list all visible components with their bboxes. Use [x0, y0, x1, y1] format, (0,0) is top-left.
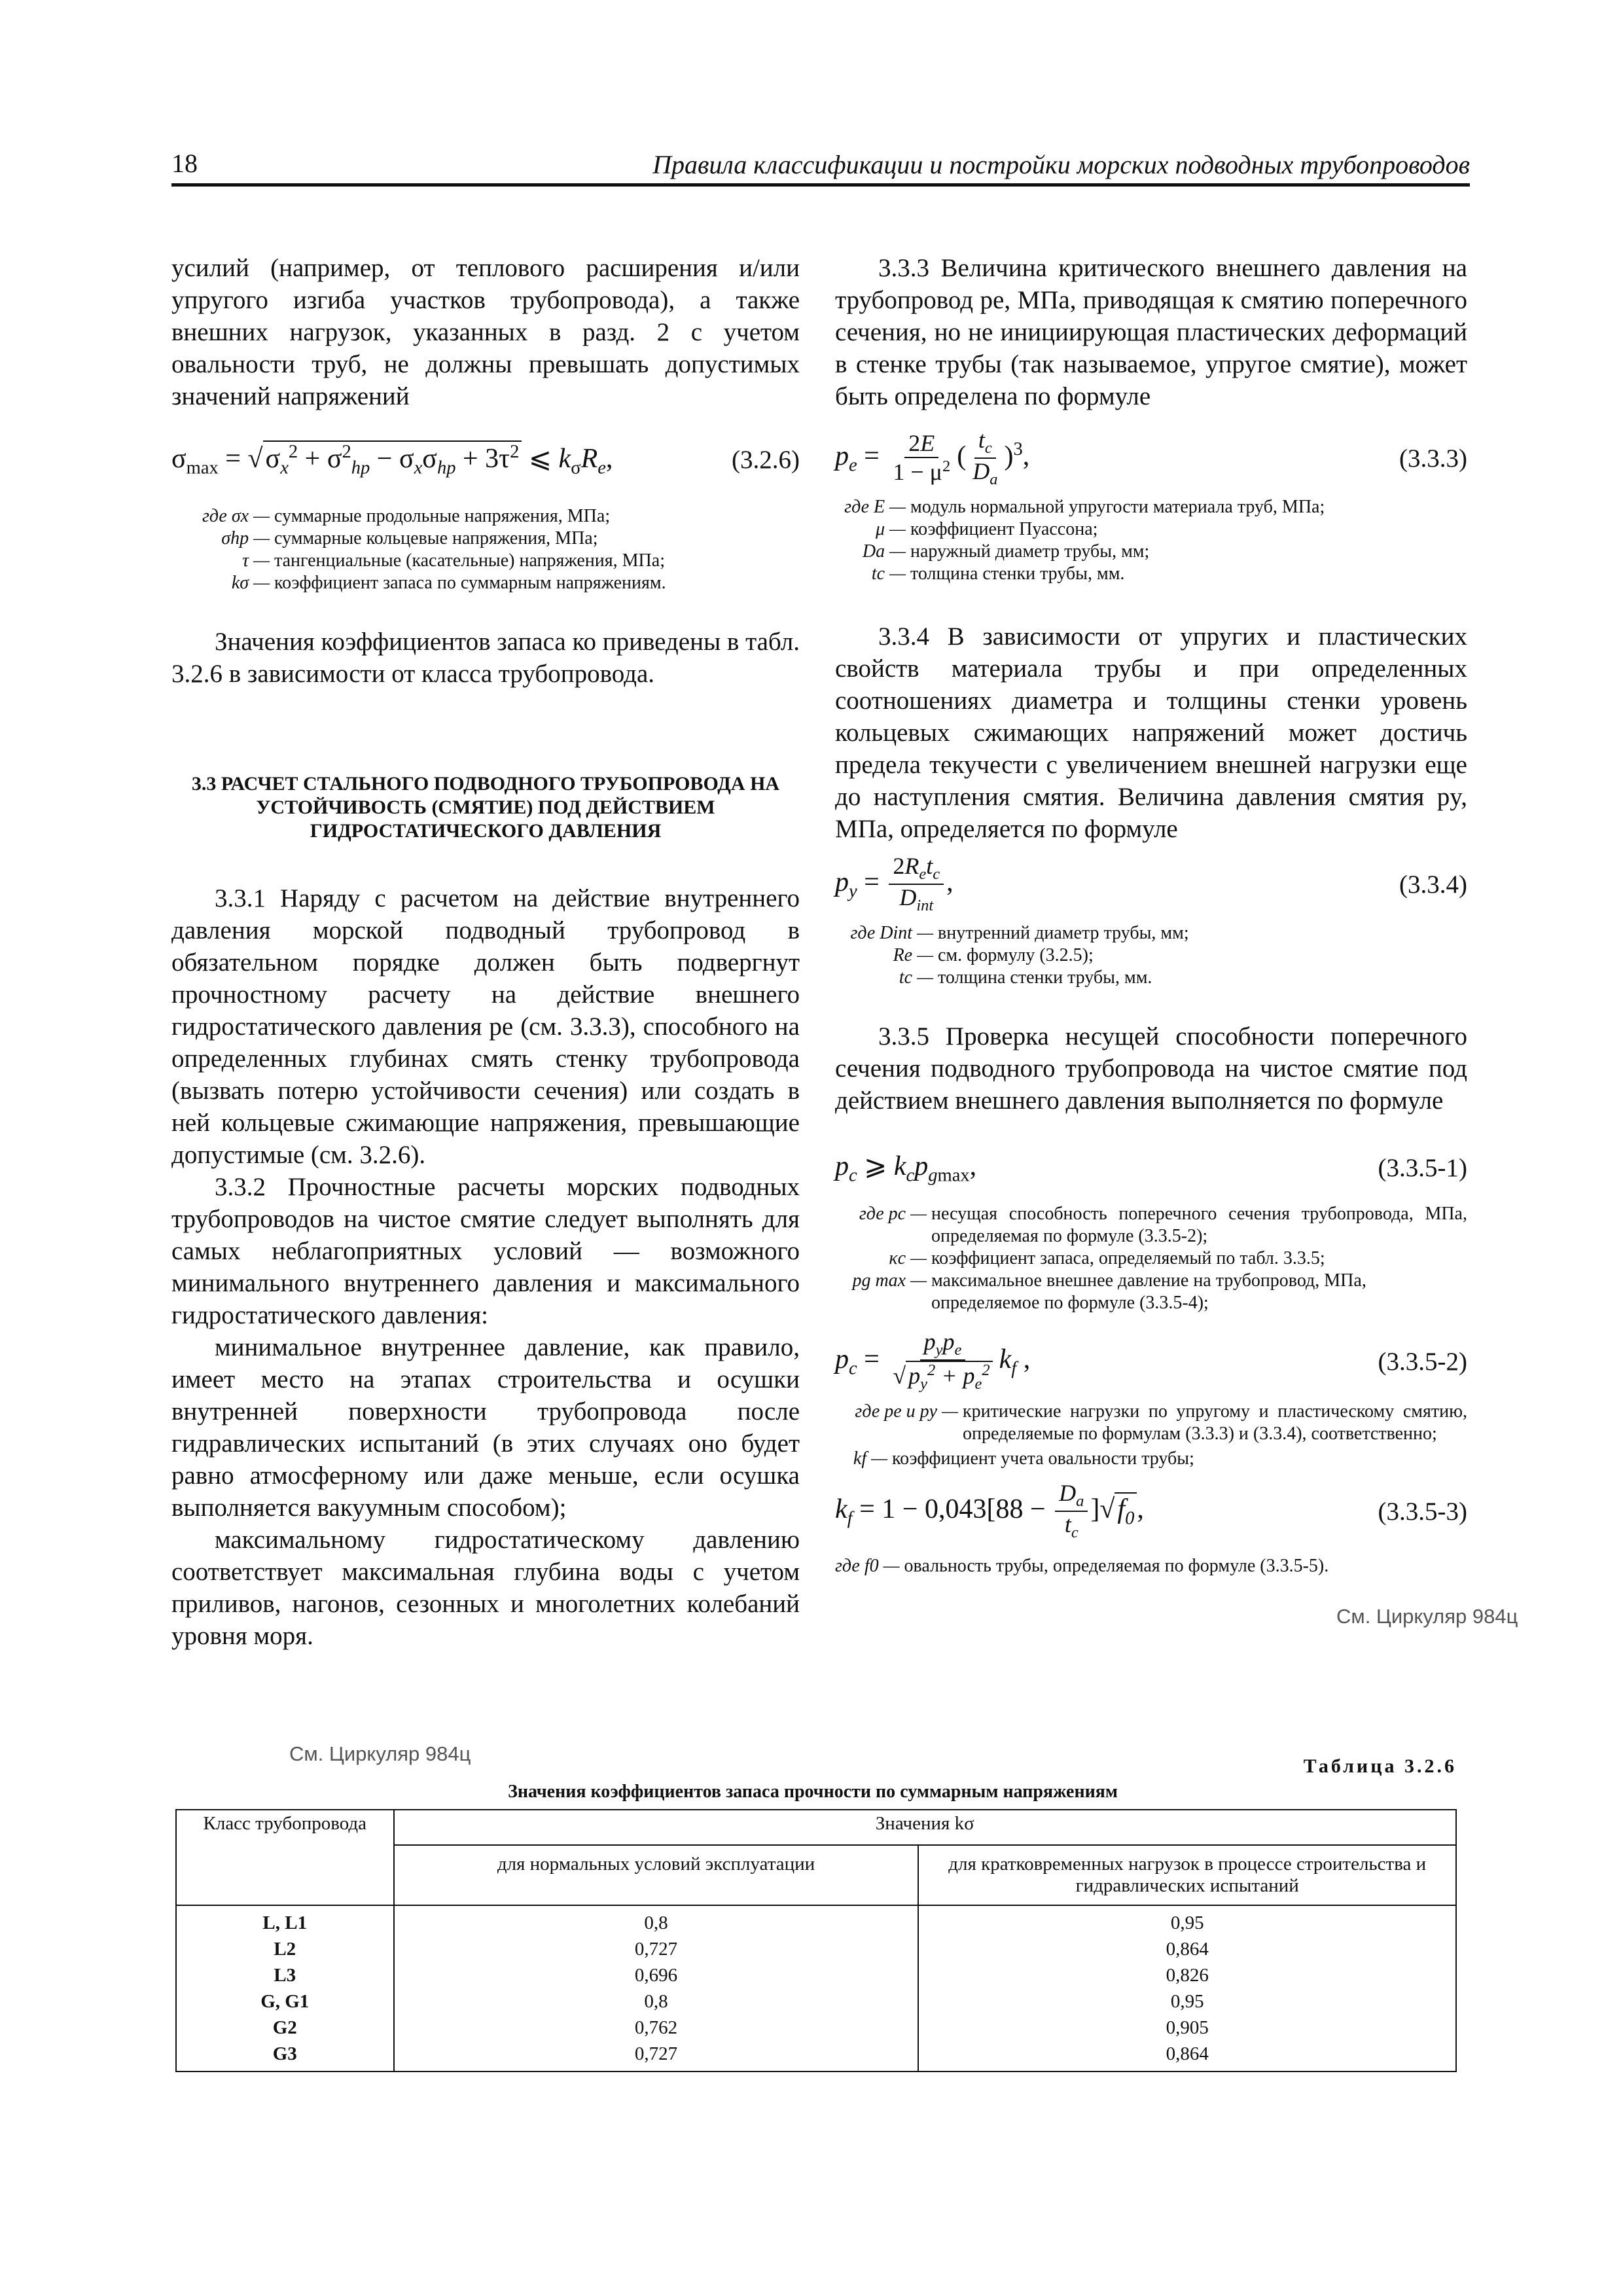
equation-3-3-3 — [835, 428, 1467, 488]
where-row — [835, 1270, 1467, 1314]
where-symbol: tc — — [899, 967, 933, 988]
where-row — [835, 518, 1467, 541]
equation-3-3-5-1 — [835, 1149, 1467, 1186]
equation-3-3-3-number: (3.3.3) — [1399, 444, 1467, 473]
where-3-3-3 — [835, 496, 1467, 585]
table-cell-short: 0,95 0,864 0,826 0,95 0,905 0,864 — [918, 1905, 1456, 2072]
table-body-row — [176, 1905, 1456, 2072]
where-row — [835, 1247, 1467, 1270]
equation-3-2-6-formula: $\sigma_{max} = √\sigma_x^2 + \sigma^2_{hp} - \sigma_x\sigma_{hp} + 3\tau^2$ ⩽ $k_\sigma R_e$, — [171, 441, 613, 478]
paragraph-3-3-5: 3.3.5 Проверка несущей способности поперечного сечения подводного трубопровода на чистое смятие под действием внешнего давления выполняется по формуле — [835, 1022, 1467, 1115]
where-row — [835, 1448, 1467, 1470]
where-row — [835, 1401, 1467, 1445]
where-3-3-5-3 — [835, 1555, 1467, 1577]
paragraph-3-3-2: 3.3.2 Прочностные расчеты морских подводных трубопроводов на чистое смятие следует выполнять для самых неблагоприятных условий — возможного минимального внутреннего давления и максимального гидростатического давления: — [171, 1173, 800, 1329]
where-3-2-6 — [171, 505, 800, 594]
equation-3-3-5-2-formula: $p_c$ = $\frac{p_yp_e}{√ p_y^2 + p_e^2}$ $k_f$ , — [835, 1328, 1031, 1393]
where-text: коэффициент Пуассона; — [910, 519, 1098, 539]
where-text: см. формулу (3.2.5); — [938, 945, 1094, 965]
paragraph-min-pressure: минимальное внутреннее давление, как правило, имеет место на этапах строительства и осушки внутренней поверхности трубопровода после гидравлических испытаний (в этих случаях оно будет равно атмосферному или даже меньше, если осушка выполняется вакуумным способом); — [171, 1333, 800, 1522]
where-symbol: pg max — — [852, 1270, 927, 1291]
where-text: наружный диаметр трубы, мм; — [910, 541, 1150, 562]
paragraph-max-pressure: максимальному гидростатическому давлению соответствует максимальная глубина воды с учетом приливов, нагонов, сезонных и многолетних колебаний уровня моря. — [171, 1526, 800, 1650]
where-text: коэффициент запаса по суммарным напряжениям. — [274, 573, 666, 593]
coefficient-table — [175, 1809, 1457, 2072]
where-symbol: где E — — [844, 497, 906, 517]
equation-3-3-4 — [835, 854, 1467, 914]
where-row — [171, 505, 800, 528]
where-row — [171, 572, 800, 594]
table-label: Таблица 3.2.6 — [1303, 1755, 1457, 1777]
header-normal: для нормальных условий эксплуатации — [394, 1845, 919, 1905]
where-row — [171, 528, 800, 550]
where-row — [171, 550, 800, 572]
where-3-3-5-2 — [835, 1401, 1467, 1470]
where-symbol: κc — — [889, 1248, 927, 1268]
circular-note-right[interactable]: См. Циркуляр 984ц — [1336, 1605, 1518, 1628]
where-symbol: где f0 — — [835, 1556, 900, 1576]
where-3-3-5-1 — [835, 1203, 1467, 1314]
equation-3-2-6 — [171, 440, 800, 479]
where-symbol: где pc — — [859, 1204, 927, 1224]
where-symbol: Da — — [862, 541, 906, 562]
where-row — [835, 541, 1467, 563]
equation-3-2-6-number: (3.2.6) — [732, 445, 800, 474]
where-symbol: tc — — [871, 564, 906, 584]
where-text: толщина стенки трубы, мм. — [910, 564, 1125, 584]
header-short: для кратковременных нагрузок в процессе строительства и гидравлических испытаний — [918, 1845, 1456, 1905]
circular-note-left[interactable]: См. Циркуляр 984ц — [289, 1742, 471, 1765]
where-text: критические нагрузки по упругому и пластическому смятию, определяемые по формулам (3.3.3) и (3.3.4), соответственно; — [963, 1401, 1467, 1444]
coefficient-paragraph: Значения коэффициентов запаса ко приведены в табл. 3.2.6 в зависимости от класса трубопровода. — [171, 628, 800, 688]
table-cell-normal: 0,8 0,727 0,696 0,8 0,762 0,727 — [394, 1905, 919, 2072]
where-row — [835, 944, 1467, 967]
running-title: Правила классификации и постройки морских подводных трубопроводов — [652, 150, 1470, 179]
header-values: Значения kσ — [394, 1810, 1456, 1845]
where-text: суммарные продольные напряжения, МПа; — [274, 506, 611, 526]
where-symbol: kf — — [853, 1448, 887, 1469]
where-row — [835, 967, 1467, 989]
where-text: суммарные кольцевые напряжения, МПа; — [274, 528, 598, 548]
paragraph-3-3-4: 3.3.4 В зависимости от упругих и пластических свойств материала трубы и при определенных соотношениях диаметра и толщины стенки уровень кольцевых сжимающих напряжений может достичь предела текучести с увеличением внешней нагрузки еще до наступления смятия. Величина давления смятия py, МПа, определяется по формуле — [835, 622, 1467, 843]
equation-3-3-5-3-formula: $k_f = 1 - 0,043[88$ − $\frac{D_a}{t_c}$ ]$√f_0$, — [835, 1479, 1144, 1542]
where-symbol: kσ — — [231, 573, 270, 593]
where-text: толщина стенки трубы, мм. — [938, 967, 1152, 988]
where-row — [835, 922, 1467, 944]
equation-3-3-3-formula: $p_e$ = $\frac{2E}{1 - \mu^2}$ ( $\frac{t_c}{D_a}$ )$^3$, — [835, 426, 1030, 489]
section-heading-3-3: 3.3 РАСЧЕТ СТАЛЬНОГО ПОДВОДНОГО ТРУБОПРОВОДА НА УСТОЙЧИВОСТЬ (СМЯТИЕ) ПОД ДЕЙСТВИЕМ ГИДРОСТАТИЧЕСКОГО ДАВЛЕНИЯ — [191, 773, 780, 842]
table-title: Значения коэффициентов запаса прочности по суммарным напряжениям — [508, 1782, 1118, 1802]
where-symbol: μ — — [876, 519, 906, 539]
equation-3-3-5-3 — [835, 1479, 1467, 1542]
where-row — [835, 1555, 1467, 1577]
where-3-3-4 — [835, 922, 1467, 989]
equation-3-3-4-number: (3.3.4) — [1399, 870, 1467, 899]
table-header-row — [176, 1810, 1456, 1845]
equation-3-3-5-2 — [835, 1329, 1467, 1394]
header-class: Класс трубопровода — [176, 1810, 394, 1905]
where-symbol: где pe и py — — [855, 1401, 958, 1422]
where-row — [835, 1203, 1467, 1247]
left-column — [171, 252, 800, 1652]
page-header — [171, 143, 1470, 187]
where-text: несущая способность поперечного сечения трубопровода, МПа, определяемая по формуле (3.3.5-2); — [931, 1204, 1467, 1246]
equation-3-3-4-formula: $p_y$ = $\frac{2R_et_c}{D_{int}}$ , — [835, 852, 954, 915]
table-cell-classes: L, L1 L2 L3 G, G1 G2 G3 — [176, 1905, 394, 2072]
equation-3-3-5-1-formula: $p_c$ ⩾ $k_cp_{gmax}$, — [835, 1151, 977, 1186]
page-number: 18 — [171, 149, 198, 178]
paragraph-3-3-1: 3.3.1 Наряду с расчетом на действие внутреннего давления морской подводный трубопровод в обязательном порядке должен быть подвергнут прочностному расчету на действие внешнего гидростатического давления pe (см. 3.3.3), способного на определенных глубинах смять стенку трубопровода (вызвать потерю устойчивости сечения) или создать в ней кольцевые сжимающие напряжения, превышающие допустимые (см. 3.2.6). — [171, 884, 800, 1169]
where-text: тангенциальные (касательные) напряжения, МПа; — [274, 550, 665, 571]
where-text: максимальное внешнее давление на трубопровод, МПа, определяемое по формуле (3.3.5-4); — [931, 1270, 1366, 1313]
where-symbol: τ — — [242, 550, 270, 571]
where-symbol: где Dint — — [850, 923, 933, 943]
where-text: модуль нормальной упругости материала труб, МПа; — [910, 497, 1325, 517]
equation-3-3-5-3-number: (3.3.5-3) — [1378, 1497, 1467, 1526]
where-symbol: Re — — [893, 945, 933, 965]
intro-paragraph: усилий (например, от теплового расширения и/или упругого изгиба участков трубопровода), а также внешних нагрузок, указанных в разд. 2 с учетом овальности труб, не должны превышать допустимых значений напряжений — [171, 254, 800, 410]
where-text: овальность трубы, определяемая по формуле (3.3.5-5). — [904, 1556, 1329, 1576]
where-symbol: где σx — — [202, 506, 270, 526]
where-text: коэффициент учета овальности трубы; — [892, 1448, 1194, 1469]
where-row — [835, 496, 1467, 518]
equation-3-3-5-1-number: (3.3.5-1) — [1378, 1153, 1467, 1182]
where-symbol: σhp — — [221, 528, 270, 548]
equation-3-3-5-2-number: (3.3.5-2) — [1378, 1347, 1467, 1376]
right-column — [835, 252, 1467, 1577]
where-text: коэффициент запаса, определяемый по табл. 3.3.5; — [931, 1248, 1325, 1268]
paragraph-3-3-3: 3.3.3 Величина критического внешнего давления на трубопровод pe, МПа, приводящая к смятию поперечного сечения, но не инициирующая пластических деформаций в стенке трубы (так называемое, упругое смятие), может быть определена по формуле — [835, 254, 1467, 410]
where-row — [835, 563, 1467, 585]
where-text: внутренний диаметр трубы, мм; — [938, 923, 1189, 943]
